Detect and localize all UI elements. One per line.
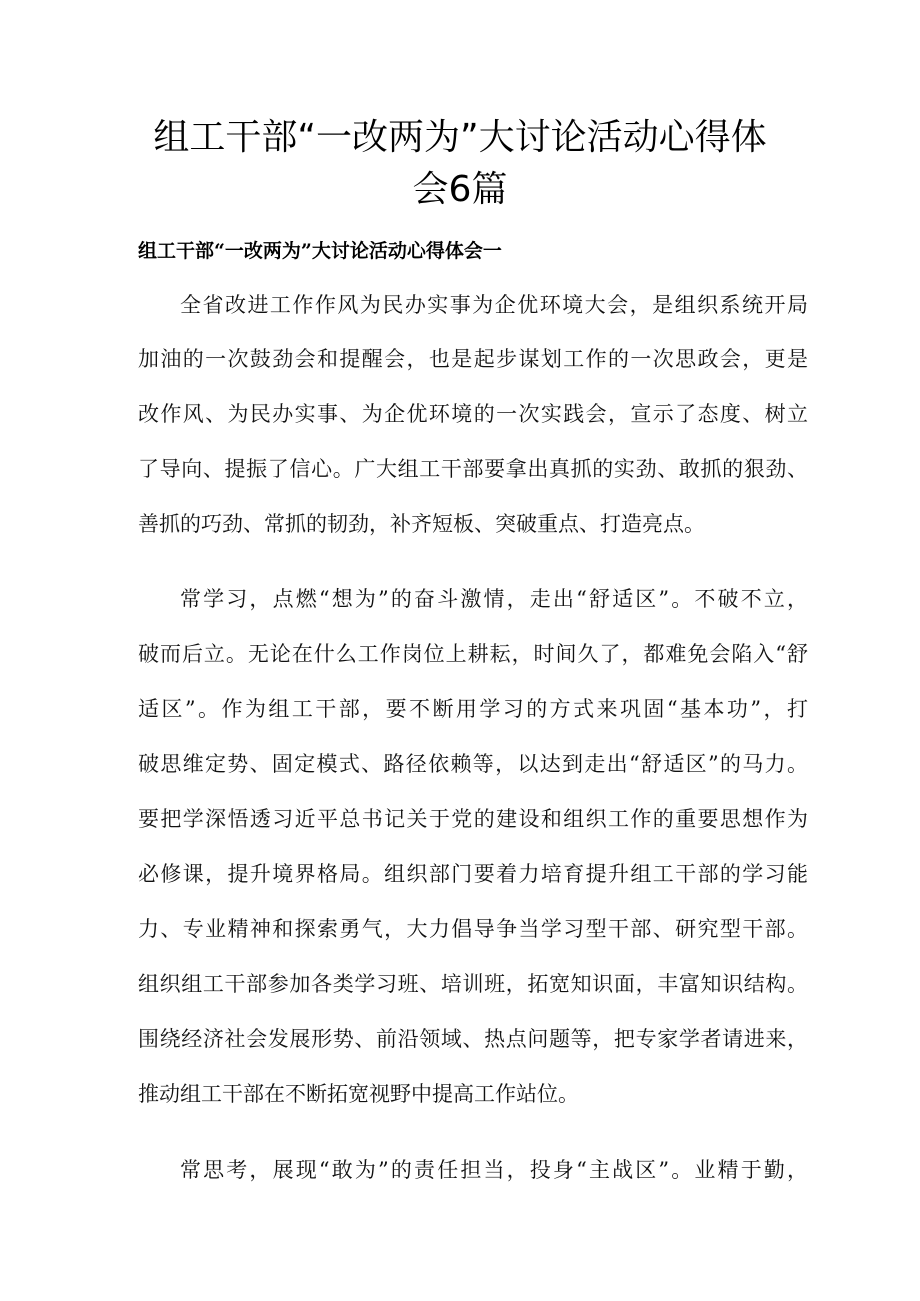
paragraph-1-line-1: 全省改进工作作风为民办实事为企优环境大会，是组织系统开局 — [180, 293, 808, 317]
paragraph-2-line-1: 常学习，点燃“想为”的奋斗激情，走出“舒适区”。不破不立， — [180, 587, 808, 611]
paragraph-2-line-9: 围绕经济社会发展形势、前沿领域、热点问题等，把专家学者请进来， — [138, 1027, 808, 1051]
paragraph-2-line-10: 推动组工干部在不断拓宽视野中提高工作站位。 — [138, 1082, 579, 1106]
paragraph-2-line-7: 力、专业精神和探索勇气，大力倡导争当学习型干部、研究型干部。 — [138, 917, 808, 941]
paragraph-3-line-1: 常思考，展现“敢为”的责任担当，投身“主战区”。业精于勤， — [180, 1158, 808, 1182]
paragraph-2-line-5: 要把学深悟透习近平总书记关于党的建设和组织工作的重要思想作为 — [138, 807, 808, 831]
paragraph-2-line-2: 破而后立。无论在什么工作岗位上耕耘，时间久了，都难免会陷入“舒 — [138, 642, 808, 666]
paragraph-2-line-6: 必修课，提升境界格局。组织部门要着力培育提升组工干部的学习能 — [138, 862, 808, 886]
paragraph-1-line-4: 了导向、提振了信心。广大组工干部要拿出真抓的实劲、敢抓的狠劲、 — [138, 457, 808, 481]
document-title-line-2: 会6篇 — [412, 169, 508, 210]
paragraph-1-line-2: 加油的一次鼓劲会和提醒会，也是起步谋划工作的一次思政会，更是 — [138, 347, 808, 371]
paragraph-2-line-3: 适区”。作为组工干部，要不断用学习的方式来巩固“基本功”，打 — [138, 697, 808, 721]
document-title-line-1: 组工干部“一改两为”大讨论活动心得体 — [153, 117, 767, 158]
paragraph-1-line-3: 改作风、为民办实事、为企优环境的一次实践会，宣示了态度、树立 — [138, 402, 808, 426]
paragraph-2-line-4: 破思维定势、固定模式、路径依赖等，以达到走出“舒适区”的马力。 — [138, 752, 808, 776]
section-heading: 组工干部“一改两为”大讨论活动心得体会一 — [138, 240, 502, 262]
paragraph-2-line-8: 组织组工干部参加各类学习班、培训班，拓宽知识面，丰富知识结构。 — [138, 972, 808, 996]
paragraph-1-line-5: 善抓的巧劲、常抓的韧劲，补齐短板、突破重点、打造亮点。 — [138, 512, 705, 536]
